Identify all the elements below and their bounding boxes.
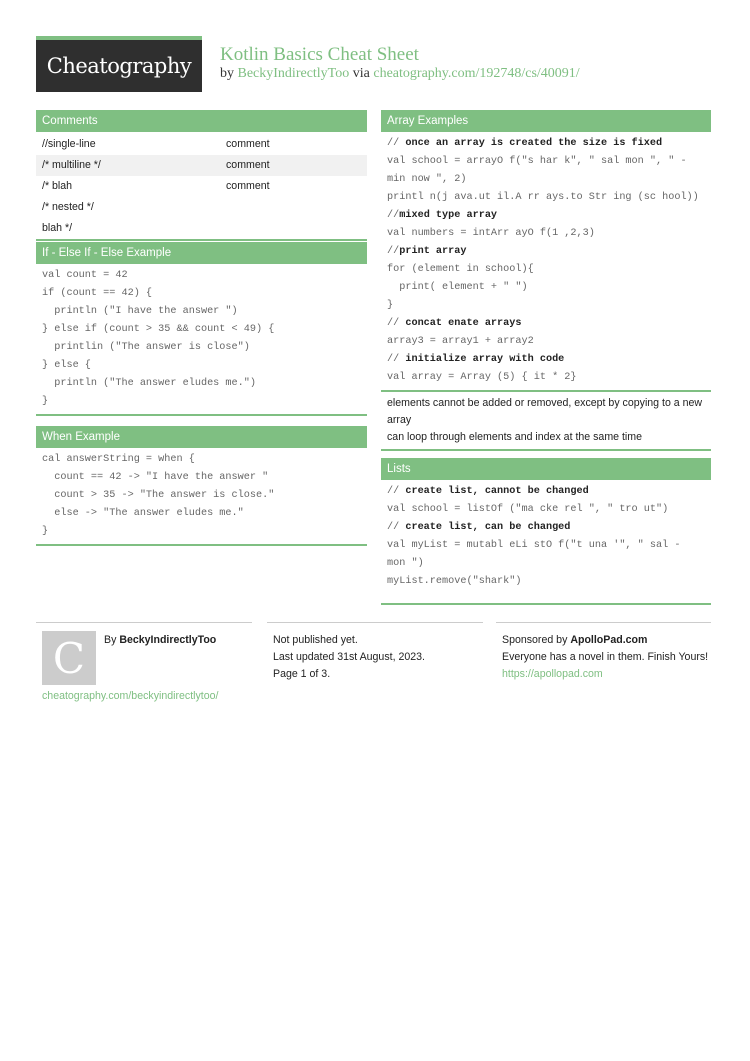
comment-code: /* nested */ [42,201,94,213]
sponsor-tagline: Everyone has a novel in them. Finish Yours! [502,651,709,663]
cheatography-logo[interactable] [36,36,202,92]
array-notes [381,392,711,449]
sponsored-by: Sponsored by [502,634,568,646]
comment-row [36,134,367,155]
comment-code: //single-line [42,138,96,150]
code-line: mon ") [387,558,424,569]
page-title: Kotlin Basics Cheat Sheet [220,44,419,65]
logo-text: Cheatography [46,54,192,78]
code-line: } [42,396,49,407]
comment-row [36,155,367,176]
comment-code: /* blah [42,180,73,192]
code-line: val count = 42 [42,270,128,281]
code-line: if (count == 42) { [42,288,153,299]
comment-code: /* multiline */ [42,159,101,171]
array-examples-section [381,110,711,451]
array-code [381,132,711,390]
code-line: // initialize array with code [387,354,565,365]
code-line: val array = Array (5) { it * 2} [387,372,577,383]
code-line: println ("I have the answer ") [42,306,238,317]
if-else-section [36,242,367,416]
code-line: val school = arrayO f("s har k", " sal mon ", " - [387,156,687,167]
code-line: print( element + " ") [387,282,528,293]
code-line: // create list, cannot be changed [387,486,589,497]
comments-section [36,110,367,241]
code-line: } else { [42,360,91,371]
code-line: val school = listOf ("ma cke rel ", " tro ut") [387,504,669,515]
code-line: val myList = mutabl eLi stO f("t una '", " sal - [387,540,681,551]
byline-by: by [220,66,234,81]
code-line: myList.remove("shark") [387,576,522,587]
if-else-code [36,264,367,414]
author-link[interactable]: BeckyIndirectlyToo [237,66,350,81]
code-line: // once an array is created the size is fixed [387,138,663,149]
code-line: // concat enate arrays [387,318,522,329]
code-line: count == 42 -> "I have the answer " [42,472,269,483]
if-else-header: If - Else If - Else Example [36,242,367,264]
array-note: elements cannot be added or removed, except by copying to a new array [387,397,703,426]
code-line: } [42,526,49,537]
footer-sponsor [496,622,711,683]
code-line: println ("The answer eludes me.") [42,378,256,389]
code-line: } else if (count > 35 && count < 49) { [42,324,275,335]
sponsor-link[interactable]: https://apollopad.com [502,668,603,680]
page-number: Page 1 of 3. [273,668,331,680]
code-line: for (element in school){ [387,264,534,275]
lists-header: Lists [381,458,711,480]
footer-by: By [104,634,117,646]
array-note: can loop through elements and index at the same time [387,431,642,443]
code-line: min now ", 2) [387,174,467,185]
comments-header: Comments [36,110,367,132]
byline-via: via [352,66,370,81]
when-header: When Example [36,426,367,448]
when-code [36,448,367,544]
when-section [36,426,367,546]
code-line: count > 35 -> "The answer is close." [42,490,275,501]
footer-meta [267,622,483,683]
code-line: else -> "The answer eludes me." [42,508,244,519]
code-line: printl n(j ava.ut il.A rr ays.to Str ing (sc hool)) [387,192,699,203]
code-line: // create list, can be changed [387,522,571,533]
comment-row [36,197,367,218]
comment-desc: comment [226,159,270,171]
comment-desc: comment [226,138,270,150]
code-line: printlin ("The answer is close") [42,342,250,353]
avatar: C [42,631,96,685]
last-updated: Last updated 31st August, 2023. [273,651,425,663]
profile-link[interactable]: cheatography.com/beckyindirectlytoo/ [42,690,219,702]
comment-row [36,176,367,197]
comment-desc: comment [226,180,270,192]
footer-author-name[interactable]: BeckyIndirectlyToo [119,634,217,646]
code-line: array3 = array1 + array2 [387,336,534,347]
lists-section [381,458,711,605]
comment-row [36,218,367,239]
code-line: //mixed type array [387,210,498,221]
array-examples-header: Array Examples [381,110,711,132]
comment-code: blah */ [42,222,73,234]
sheet-url-link[interactable]: cheatography.com/192748/cs/40091/ [373,66,580,81]
code-line: //print array [387,246,467,257]
sponsor-name[interactable]: ApolloPad.com [570,634,648,646]
published-status: Not published yet. [273,634,358,646]
byline [220,66,580,82]
code-line: } [387,300,394,311]
lists-code [381,480,711,603]
code-line: cal answerString = when { [42,454,195,465]
code-line: val numbers = intArr ayO f(1 ,2,3) [387,228,595,239]
